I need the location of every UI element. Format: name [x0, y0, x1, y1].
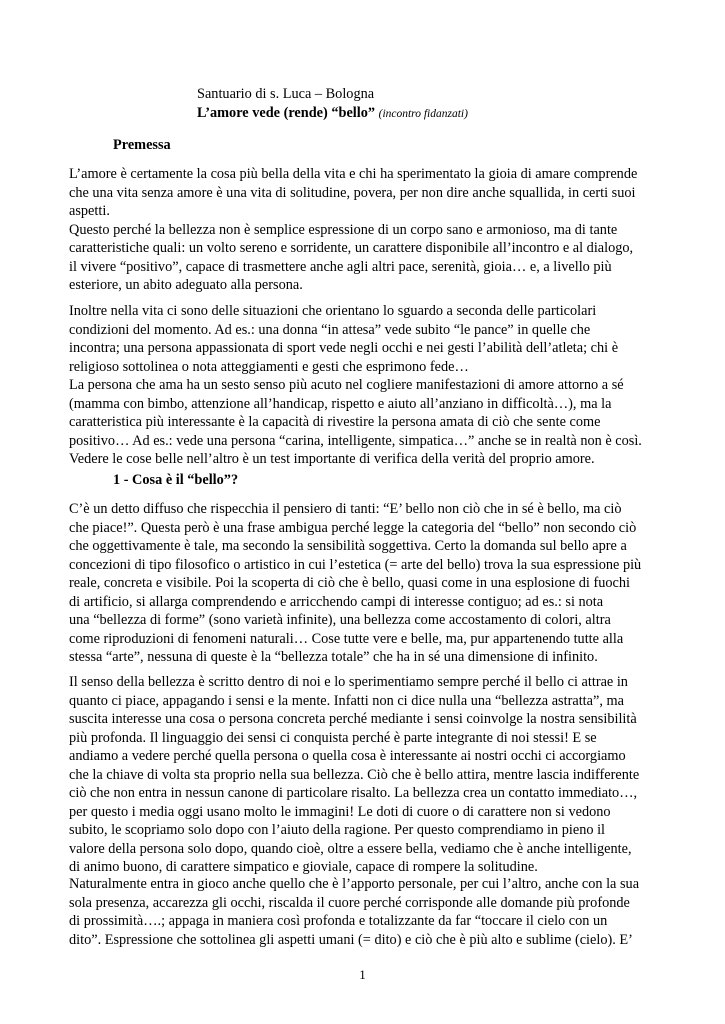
- text-line: incontra; una persona appassionata di sport vede negli occhi e nei gesti l’abilità dell’atleta; chi è: [69, 340, 619, 356]
- text-line: che piace!”. Questa però è una frase ambigua perché legge la categoria del “bello” non secondo ciò: [69, 519, 637, 536]
- text-line: concezioni di tipo filosofico o artistico in cui l’estetica (= arte del bello) trova la sua espressione più: [69, 556, 642, 573]
- document-title: L’amore vede (rende) “bello”: [197, 105, 376, 121]
- text-line: subito, le scopriamo solo dopo con l’aiuto della ragione. Per questo comprendiamo in pieno il: [69, 822, 606, 838]
- text-line: ciò che non entra in nessun canone di particolare risalto. La bellezza crea un contatto immediato…,: [69, 785, 638, 801]
- text-line: di animo buono, di carattere simpatico e gioviale, capace di rompere la solitudine.: [69, 859, 538, 875]
- document-subtitle: (incontro fidanzati): [378, 108, 468, 120]
- text-line: che oggettivamente è tale, ma secondo la sensibilità soggettiva. Certo la domanda sul bello apre a: [69, 538, 627, 554]
- paragraph-1: [69, 165, 689, 295]
- text-line: di prossimità….; appaga in maniera così profonda e totalizzante da far “toccare il cielo con un: [69, 913, 608, 929]
- text-line: una “bellezza di forme” (sono varietà infinite), una bellezza come accostamento di colori, altra: [69, 612, 611, 628]
- text-line: reale, concreta e visibile. Poi la scoperta di ciò che è bello, quasi come in una esplosione di fuochi: [69, 575, 630, 591]
- section-heading-premessa: Premessa: [113, 137, 171, 153]
- document-header: [197, 85, 468, 124]
- text-line: sola presenza, accarezza gli occhi, riscalda il cuore perché corrisponde alle domande più profonde: [69, 894, 630, 911]
- text-line: dito”. Espressione che sottolinea gli aspetti umani (= dito) e ciò che è più alto e sublime (cielo). E’: [69, 931, 633, 948]
- text-line: Inoltre nella vita ci sono delle situazioni che orientano lo sguardo a seconda delle particolari: [69, 303, 597, 319]
- text-line: condizioni del momento. Ad es.: una donna “in attesa” vede subito “le pance” in quelle che: [69, 321, 591, 338]
- text-line: stessa “arte”, nessuna di queste è la “bellezza totale” che ha in sé una dimensione di infinito.: [69, 649, 598, 665]
- text-line: Questo perché la bellezza non è semplice espressione di un corpo sano e armonioso, ma di tante: [69, 221, 618, 238]
- text-line: che una vita senza amore è una vita di solitudine, povera, per non dire anche squallida, in certi suoi: [69, 184, 636, 201]
- text-line: caratteristica più interessante è la capacità di rivestire la persona amata di ciò che sente come: [69, 414, 601, 430]
- text-line: che la chiave di volta sta proprio nella sua bellezza. Ciò che è bello attira, mentre lascia indifferente: [69, 766, 640, 783]
- text-line: suscita interesse una cosa o persona concreta perché mediante i sensi coinvolge la nostra sensibilità: [69, 711, 637, 727]
- page-number: 1: [359, 967, 366, 982]
- paragraph-5: [69, 875, 689, 949]
- text-line: L’amore è certamente la cosa più bella della vita e chi ha sperimentato la gioia di amare comprende: [69, 166, 638, 182]
- paragraph-4: [69, 673, 689, 877]
- text-line: C’è un detto diffuso che rispecchia il pensiero di tanti: “E’ bello non ciò che in sé è bello, ma ciò: [69, 501, 622, 517]
- text-line: esteriore, un abito adeguato alla persona.: [69, 277, 303, 293]
- text-line: Il senso della bellezza è scritto dentro di noi e lo sperimentiamo sempre perché il bello ci attrae in: [69, 674, 628, 690]
- header-title-line: [197, 104, 468, 124]
- text-line: religioso sottolinea o nota atteggiamenti e gesti che esprimono fede…: [69, 358, 469, 375]
- text-line: aspetti.: [69, 203, 110, 219]
- text-line: Vedere le cose belle nell’altro è un test importante di verifica della verità del proprio amore.: [69, 451, 595, 467]
- text-line: La persona che ama ha un sesto senso più acuto nel cogliere manifestazioni di amore attorno a sé: [69, 377, 624, 393]
- text-line: quanto ci piace, appagando i sensi e la mente. Infatti non ci dice nulla una “bellezza astratta”, ma: [69, 692, 624, 709]
- text-line: per questo i media oggi usano molto le immagini! Le doti di cuore o di carattere non si vedono: [69, 803, 611, 820]
- text-line: il vivere “positivo”, capace di trasmettere anche agli altri pace, serenità, gioia… e, a livello più: [69, 258, 612, 275]
- text-line: di artificio, si allarga comprendendo e arricchendo campi di interesse contiguo; ad es.: si nota: [69, 593, 604, 610]
- text-line: andiamo a vedere perché quella persona o quella cosa è interessante ai nostri occhi ci accorgiamo: [69, 748, 626, 764]
- text-line: valore della persona solo dopo, quando cioè, oltre a essere bella, vediamo che è anche intelligente,: [69, 840, 632, 857]
- text-line: positivo… Ad es.: vede una persona “carina, intelligente, simpatica…” anche se in realtà non è così.: [69, 432, 642, 449]
- header-place: Santuario di s. Luca – Bologna: [197, 86, 375, 102]
- text-line: Naturalmente entra in gioco anche quello che è l’apporto personale, per cui l’altro, anche con la sua: [69, 876, 640, 892]
- paragraph-3: [69, 500, 689, 667]
- text-line: caratteristiche quali: un volto sereno e sorridente, un carattere disponibile all’incontro e al dialogo,: [69, 240, 634, 256]
- paragraph-2: [69, 302, 689, 469]
- text-line: più profonda. Il linguaggio dei sensi ci conquista perché è parte integrante di noi stessi! E se: [69, 729, 597, 746]
- text-line: (mamma con bimbo, attenzione all’handicap, rispetto e aiuto all’anziano in difficoltà…), ma la: [69, 395, 612, 412]
- text-line: come riproduzioni di fenomeni naturali… Cose tutte vere e belle, ma, pur appartenendo tutte alla: [69, 630, 624, 647]
- section-heading-1: 1 - Cosa è il “bello”?: [113, 472, 239, 488]
